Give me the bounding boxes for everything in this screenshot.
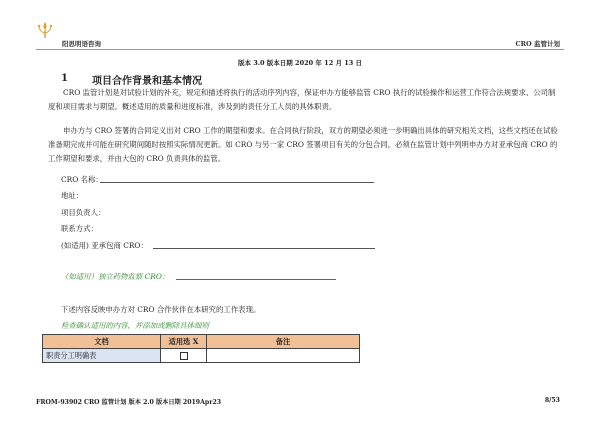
contact-label: 联系方式： <box>61 224 98 233</box>
table-cell-remarks[interactable] <box>207 349 360 363</box>
table-header-document: 文档 <box>43 335 161 349</box>
company-name: 阳思明语咨询 <box>62 40 101 48</box>
subcontractor-label: (如适用) 亚承包商 CRO： <box>61 241 148 250</box>
table-row <box>43 349 360 363</box>
paragraph-purpose: CRO 监管计划是对试验计划的补充，规定和描述将执行的活动序列内容，保证申办方能够监管 CRO 执行的试验操作和运营工作符合法规要求、公司制度和项目需求与期望。概述适用的质量和进度标准，涉及到的责任分工人员的具体职责。 <box>48 88 556 111</box>
version-line: 版本 3.0 版本日期 2020 年 12 月 13 日 <box>237 59 363 67</box>
project-lead-label: 项目负责人： <box>61 208 106 217</box>
table-cell-document: 职责分工明确表 <box>43 349 161 363</box>
table-header-applicable: 适用选 X <box>161 335 207 349</box>
responsibility-table <box>42 334 360 363</box>
header-divider <box>36 49 564 50</box>
table-header-remarks: 备注 <box>207 335 360 349</box>
check-instruction-note: 检查确认适用的内容，并添加或删除具体细则 <box>61 321 209 330</box>
applicable-checkbox[interactable] <box>180 352 188 360</box>
company-logo-icon <box>34 20 56 40</box>
section-title: 项目合作背景和基本情况 <box>92 76 202 87</box>
subcontractor-field[interactable] <box>153 248 375 249</box>
paragraph-expectations: 申办方与 CRO 签署的合同定义出对 CRO 工作的期望和要求。在合同执行阶段，双方的期望必须进一步明确出具体的研究相关文档，这些文档还在试验准备期完成并可能在研究期间随时按照实际情况更新。如 CRO 与另一家 CRO 签署项目有关的分包合同，必须在监管计划中列明申办方对亚承包商 CRO 的工作期望和要求，并由大包的 CRO 负责具体的监管。 <box>48 126 558 163</box>
footer-form-id: FROM-93902 CRO 监管计划 版本 2.0 版本日期 2019Apr23 <box>36 399 222 406</box>
cro-name-field[interactable] <box>100 182 374 183</box>
table-intro-text: 下述内容反映申办方对 CRO 合作伙伴在本研究的工作表现。 <box>61 305 261 314</box>
page-number: 8/53 <box>544 397 560 404</box>
cro-name-label: CRO 名称： <box>61 175 103 184</box>
address-label: 地址： <box>61 191 84 200</box>
drug-supervision-label: （如适用）独立药物监察 CRO： <box>61 272 170 281</box>
drug-supervision-field[interactable] <box>176 279 336 280</box>
section-number: 1 <box>61 73 68 84</box>
table-cell-applicable <box>161 349 207 363</box>
document-title: CRO 监管计划 <box>515 40 560 48</box>
